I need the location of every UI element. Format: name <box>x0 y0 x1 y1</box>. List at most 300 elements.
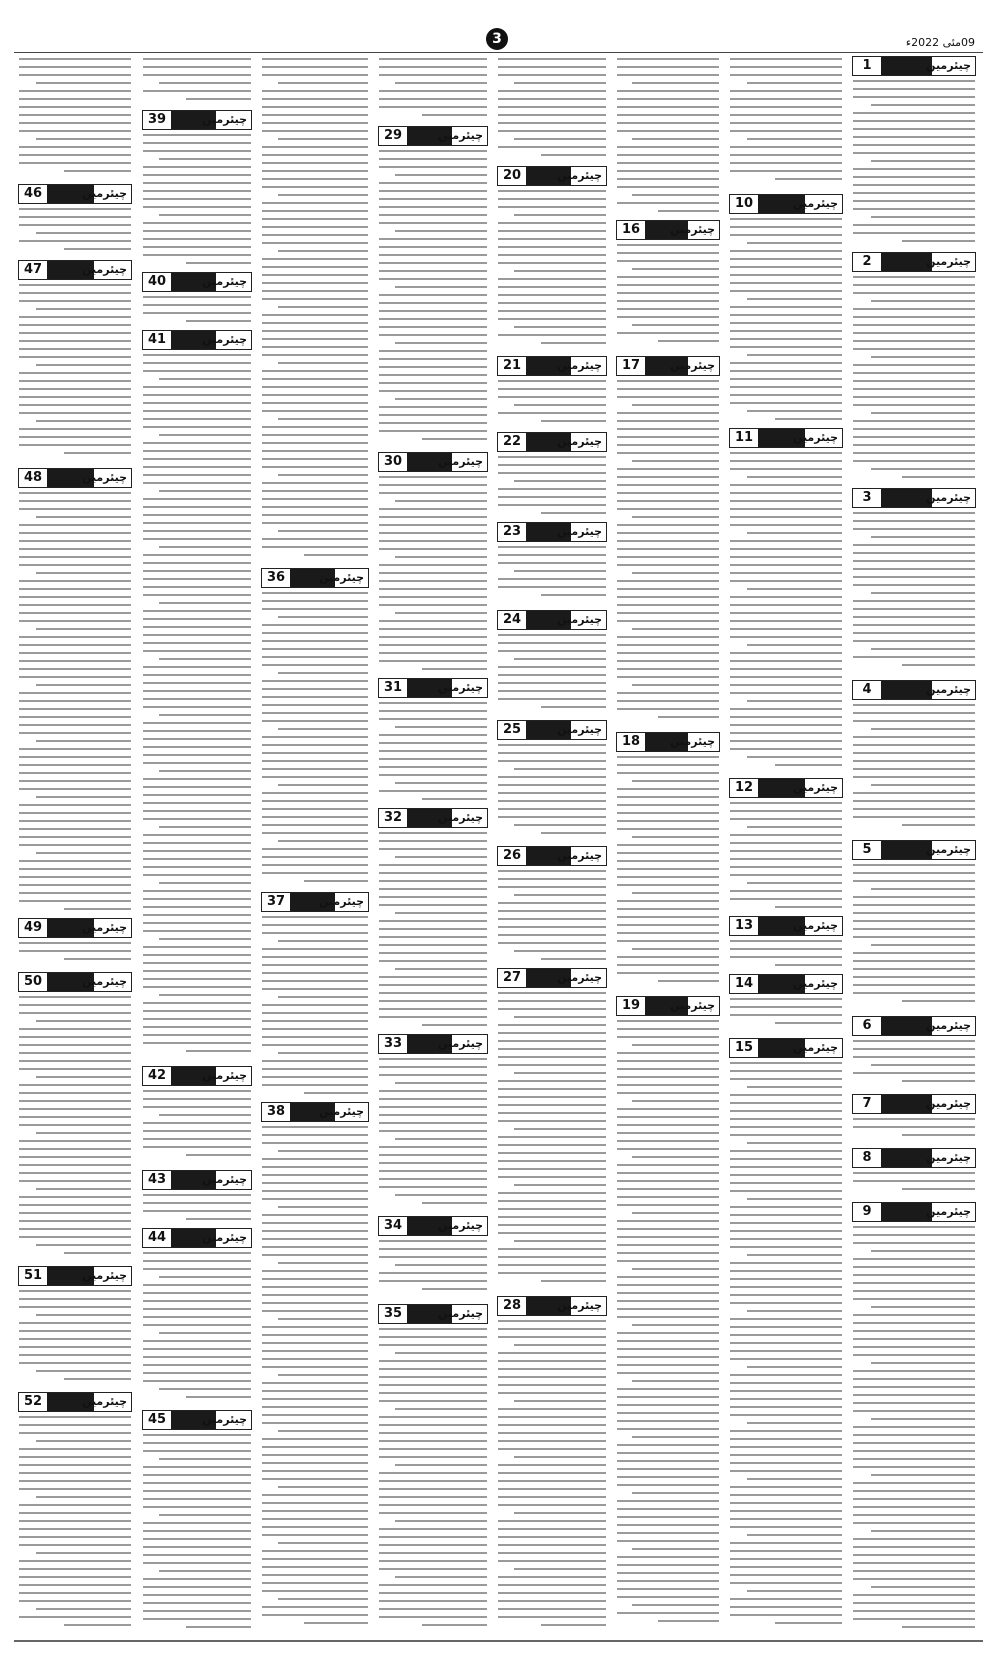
text-line <box>617 804 719 806</box>
article-text-block <box>498 456 606 520</box>
text-line <box>853 1242 975 1244</box>
text-line <box>19 748 131 750</box>
text-line <box>262 972 368 974</box>
text-line <box>853 960 975 962</box>
text-line <box>617 244 719 246</box>
text-line <box>498 1088 606 1090</box>
text-line <box>19 1012 131 1014</box>
text-line <box>730 1270 842 1272</box>
text-line <box>19 1424 131 1426</box>
text-line <box>143 1010 251 1012</box>
text-line <box>730 748 842 750</box>
text-line <box>143 778 251 780</box>
text-line <box>498 1336 606 1338</box>
text-line <box>19 692 131 694</box>
article-text-block <box>498 546 606 608</box>
text-line <box>541 154 606 156</box>
text-line <box>379 222 487 224</box>
text-line <box>514 1184 606 1186</box>
text-line <box>730 1246 842 1248</box>
text-line <box>730 1550 842 1552</box>
text-line <box>617 644 719 646</box>
text-line <box>853 928 975 930</box>
text-line <box>262 1454 368 1456</box>
text-line <box>143 90 251 92</box>
text-line <box>617 508 719 510</box>
text-line <box>186 1626 251 1628</box>
text-line <box>498 634 606 636</box>
text-line <box>379 1432 487 1434</box>
text-line <box>262 210 368 212</box>
text-line <box>36 1370 131 1372</box>
text-line <box>278 996 368 998</box>
box-dark-fill <box>881 253 932 271</box>
box-number: 6 <box>853 1017 881 1035</box>
text-line <box>730 1454 842 1456</box>
text-line <box>143 818 251 820</box>
text-line <box>617 1052 719 1054</box>
text-line <box>498 1464 606 1466</box>
text-line <box>262 1012 368 1014</box>
text-line <box>143 794 251 796</box>
text-line <box>632 1156 719 1158</box>
chairman-box-16 <box>616 220 720 240</box>
box-number: 23 <box>498 523 526 541</box>
text-line <box>498 310 606 312</box>
text-line <box>262 1478 368 1480</box>
text-line <box>379 1400 487 1402</box>
box-label: چیئرمین <box>926 59 971 72</box>
chairman-box-44 <box>142 1228 252 1248</box>
text-line <box>143 578 251 580</box>
box-dark-fill <box>881 681 932 699</box>
text-line <box>186 98 251 100</box>
text-line <box>498 302 606 304</box>
text-line <box>143 1372 251 1374</box>
text-line <box>617 154 719 156</box>
text-line <box>19 332 131 334</box>
text-line <box>143 1130 251 1132</box>
text-line <box>853 632 975 634</box>
article-text-block <box>617 244 719 354</box>
text-line <box>262 538 368 540</box>
text-line <box>304 880 368 882</box>
text-line <box>617 1108 719 1110</box>
text-line <box>730 1406 842 1408</box>
text-line <box>853 1610 975 1612</box>
text-line <box>143 246 251 248</box>
text-line <box>498 1592 606 1594</box>
text-line <box>498 114 606 116</box>
text-line <box>514 1568 606 1570</box>
text-line <box>379 262 487 264</box>
text-line <box>19 668 131 670</box>
text-line <box>262 1230 368 1232</box>
text-line <box>379 1504 487 1506</box>
text-line <box>730 732 842 734</box>
text-line <box>379 406 487 408</box>
text-line <box>632 1212 719 1214</box>
text-line <box>747 1478 842 1480</box>
text-line <box>19 1092 131 1094</box>
text-line <box>498 1216 606 1218</box>
text-line <box>262 122 368 124</box>
chairman-box-17 <box>616 356 720 376</box>
col-8 <box>16 56 134 1636</box>
text-line <box>19 1004 131 1006</box>
text-line <box>853 208 975 210</box>
text-line <box>262 1214 368 1216</box>
text-line <box>422 798 487 800</box>
text-line <box>730 1230 842 1232</box>
box-label: چیئرمین <box>793 1041 838 1054</box>
text-line <box>262 1294 368 1296</box>
text-line <box>379 564 487 566</box>
text-line <box>498 222 606 224</box>
article-text-block <box>19 942 131 970</box>
text-line <box>902 1080 975 1082</box>
text-line <box>617 178 719 180</box>
text-line <box>278 1206 368 1208</box>
text-line <box>498 1584 606 1586</box>
text-line <box>498 198 606 200</box>
text-line <box>262 1462 368 1464</box>
text-line <box>36 138 131 140</box>
text-line <box>278 1150 368 1152</box>
text-line <box>19 700 131 702</box>
box-number: 52 <box>19 1393 47 1411</box>
text-line <box>379 1170 487 1172</box>
text-line <box>730 322 842 324</box>
text-line <box>262 1582 368 1584</box>
text-line <box>379 1186 487 1188</box>
text-line <box>853 512 975 514</box>
text-line <box>498 1000 606 1002</box>
text-line <box>143 690 251 692</box>
text-line <box>64 170 131 172</box>
text-line <box>498 562 606 564</box>
text-line <box>853 1490 975 1492</box>
text-line <box>730 338 842 340</box>
text-line <box>262 1134 368 1136</box>
text-line <box>143 930 251 932</box>
text-line <box>541 512 606 514</box>
text-line <box>498 190 606 192</box>
text-line <box>498 578 606 580</box>
text-line <box>853 1298 975 1300</box>
text-line <box>143 698 251 700</box>
text-line <box>617 1364 719 1366</box>
article-text-block <box>853 1172 975 1200</box>
text-line <box>617 316 719 318</box>
text-line <box>853 1072 975 1074</box>
text-line <box>775 906 842 908</box>
article-text-block <box>143 354 251 1064</box>
text-line <box>143 1586 251 1588</box>
chairman-box-15 <box>729 1038 843 1058</box>
text-line <box>19 412 131 414</box>
text-line <box>379 1066 487 1068</box>
text-line <box>617 812 719 814</box>
text-line <box>262 106 368 108</box>
chairman-box-5 <box>852 840 976 860</box>
text-line <box>19 524 131 526</box>
box-number: 48 <box>19 469 47 487</box>
page-date: 09مئی 2022ء <box>905 36 975 49</box>
text-line <box>262 720 368 722</box>
text-line <box>514 1240 606 1242</box>
text-line <box>379 476 487 478</box>
text-line <box>19 1330 131 1332</box>
article-text-block <box>19 58 131 182</box>
article-text-block <box>19 208 131 258</box>
text-line <box>498 1232 606 1234</box>
text-line <box>514 658 606 660</box>
text-line <box>617 1572 719 1574</box>
text-line <box>853 584 975 586</box>
text-line <box>617 924 719 926</box>
chairman-box-50 <box>18 972 132 992</box>
text-line <box>514 1512 606 1514</box>
text-line <box>730 1358 842 1360</box>
text-line <box>143 906 251 908</box>
box-number: 45 <box>143 1411 171 1429</box>
text-line <box>143 914 251 916</box>
text-line <box>19 708 131 710</box>
text-line <box>853 1338 975 1340</box>
text-line <box>747 1366 842 1368</box>
text-line <box>262 90 368 92</box>
text-line <box>617 396 719 398</box>
text-line <box>143 1202 251 1204</box>
text-line <box>617 1332 719 1334</box>
text-line <box>853 1274 975 1276</box>
text-line <box>853 952 975 954</box>
chairman-box-12 <box>729 778 843 798</box>
text-line <box>19 996 131 998</box>
text-line <box>853 1118 975 1120</box>
text-line <box>379 750 487 752</box>
text-line <box>379 652 487 654</box>
text-line <box>143 762 251 764</box>
text-line <box>730 226 842 228</box>
text-line <box>730 1342 842 1344</box>
text-line <box>379 636 487 638</box>
text-line <box>730 1150 842 1152</box>
text-line <box>143 1554 251 1556</box>
text-line <box>730 1318 842 1320</box>
text-line <box>19 1196 131 1198</box>
text-line <box>262 1366 368 1368</box>
text-line <box>19 66 131 68</box>
chairman-box-13 <box>729 916 843 936</box>
text-line <box>159 1514 251 1516</box>
text-line <box>19 788 131 790</box>
text-line <box>730 1574 842 1576</box>
col-5 <box>376 56 490 1636</box>
text-line <box>278 1262 368 1264</box>
text-line <box>19 436 131 438</box>
text-line <box>19 216 131 218</box>
text-line <box>730 98 842 100</box>
text-line <box>36 516 131 518</box>
text-line <box>498 1608 606 1610</box>
text-line <box>262 1044 368 1046</box>
text-line <box>19 90 131 92</box>
text-line <box>379 936 487 938</box>
box-label: چیئرمین <box>202 1231 247 1244</box>
text-line <box>853 712 975 714</box>
box-label: چیئرمین <box>202 1173 247 1186</box>
text-line <box>853 1266 975 1268</box>
text-line <box>262 848 368 850</box>
article-text-block <box>379 1240 487 1302</box>
text-line <box>36 1552 131 1554</box>
text-line <box>143 1316 251 1318</box>
text-line <box>379 198 487 200</box>
text-line <box>379 1448 487 1450</box>
text-line <box>379 1008 487 1010</box>
text-line <box>19 764 131 766</box>
text-line <box>617 604 719 606</box>
text-line <box>617 932 719 934</box>
text-line <box>278 1318 368 1320</box>
text-line <box>853 1040 975 1042</box>
text-line <box>617 1132 719 1134</box>
text-line <box>632 268 719 270</box>
text-line <box>64 452 131 454</box>
text-line <box>730 114 842 116</box>
text-line <box>871 1250 975 1252</box>
article-text-block <box>379 1058 487 1214</box>
box-number: 27 <box>498 969 526 987</box>
text-line <box>730 1302 842 1304</box>
text-line <box>853 396 975 398</box>
text-line <box>853 88 975 90</box>
text-line <box>617 1124 719 1126</box>
chairman-box-3 <box>852 488 976 508</box>
text-line <box>730 842 842 844</box>
text-line <box>19 1100 131 1102</box>
text-line <box>853 760 975 762</box>
text-line <box>143 1122 251 1124</box>
text-line <box>262 760 368 762</box>
chairman-box-52 <box>18 1392 132 1412</box>
chairman-box-45 <box>142 1410 252 1430</box>
text-line <box>853 460 975 462</box>
text-line <box>498 1120 606 1122</box>
text-line <box>730 1222 842 1224</box>
text-line <box>262 290 368 292</box>
text-line <box>379 90 487 92</box>
text-line <box>379 1536 487 1538</box>
text-line <box>617 1428 719 1430</box>
text-line <box>262 114 368 116</box>
box-label: چیئرمین <box>670 735 715 748</box>
text-line <box>498 334 606 336</box>
article-text-block <box>853 1040 975 1092</box>
box-label: چیئرمین <box>926 1019 971 1032</box>
page-header <box>0 0 997 52</box>
chairman-box-43 <box>142 1170 252 1190</box>
text-line <box>730 1494 842 1496</box>
box-label: چیئرمین <box>202 1069 247 1082</box>
text-line <box>379 1616 487 1618</box>
text-line <box>747 532 842 534</box>
text-line <box>498 1424 606 1426</box>
text-line <box>262 1254 368 1256</box>
article-text-block <box>262 1126 368 1634</box>
text-line <box>498 246 606 248</box>
article-text-block <box>617 58 719 218</box>
text-line <box>395 398 487 400</box>
text-line <box>730 834 842 836</box>
text-line <box>143 834 251 836</box>
text-line <box>853 340 975 342</box>
box-number: 47 <box>19 261 47 279</box>
text-line <box>143 426 251 428</box>
text-line <box>143 222 251 224</box>
text-line <box>617 1060 719 1062</box>
text-line <box>853 1538 975 1540</box>
text-line <box>617 1388 719 1390</box>
text-line <box>658 980 719 982</box>
text-line <box>278 940 368 942</box>
text-line <box>36 572 131 574</box>
text-line <box>514 82 606 84</box>
text-line <box>379 848 487 850</box>
text-line <box>19 1140 131 1142</box>
text-line <box>262 1518 368 1520</box>
text-line <box>617 620 719 622</box>
text-line <box>262 322 368 324</box>
text-line <box>379 1248 487 1250</box>
text-line <box>853 976 975 978</box>
text-line <box>143 74 251 76</box>
chairman-box-28 <box>497 1296 607 1316</box>
text-line <box>262 1470 368 1472</box>
text-line <box>730 1006 842 1008</box>
box-label: چیئرمین <box>319 1105 364 1118</box>
box-label: چیئرمین <box>557 1299 602 1312</box>
text-line <box>143 1034 251 1036</box>
text-line <box>395 1194 487 1196</box>
text-line <box>143 874 251 876</box>
text-line <box>262 1190 368 1192</box>
chairman-box-4 <box>852 680 976 700</box>
text-line <box>498 690 606 692</box>
text-line <box>143 150 251 152</box>
text-line <box>159 714 251 716</box>
text-line <box>159 434 251 436</box>
text-line <box>143 166 251 168</box>
chairman-box-30 <box>378 452 488 472</box>
text-line <box>617 868 719 870</box>
text-line <box>262 346 368 348</box>
text-line <box>143 890 251 892</box>
text-line <box>853 1506 975 1508</box>
text-line <box>395 1576 487 1578</box>
text-line <box>262 792 368 794</box>
text-line <box>159 938 251 940</box>
text-line <box>853 128 975 130</box>
text-line <box>143 1348 251 1350</box>
text-line <box>19 1362 131 1364</box>
box-number: 24 <box>498 611 526 629</box>
text-line <box>498 1376 606 1378</box>
box-number: 5 <box>853 841 881 859</box>
text-line <box>498 1328 606 1330</box>
